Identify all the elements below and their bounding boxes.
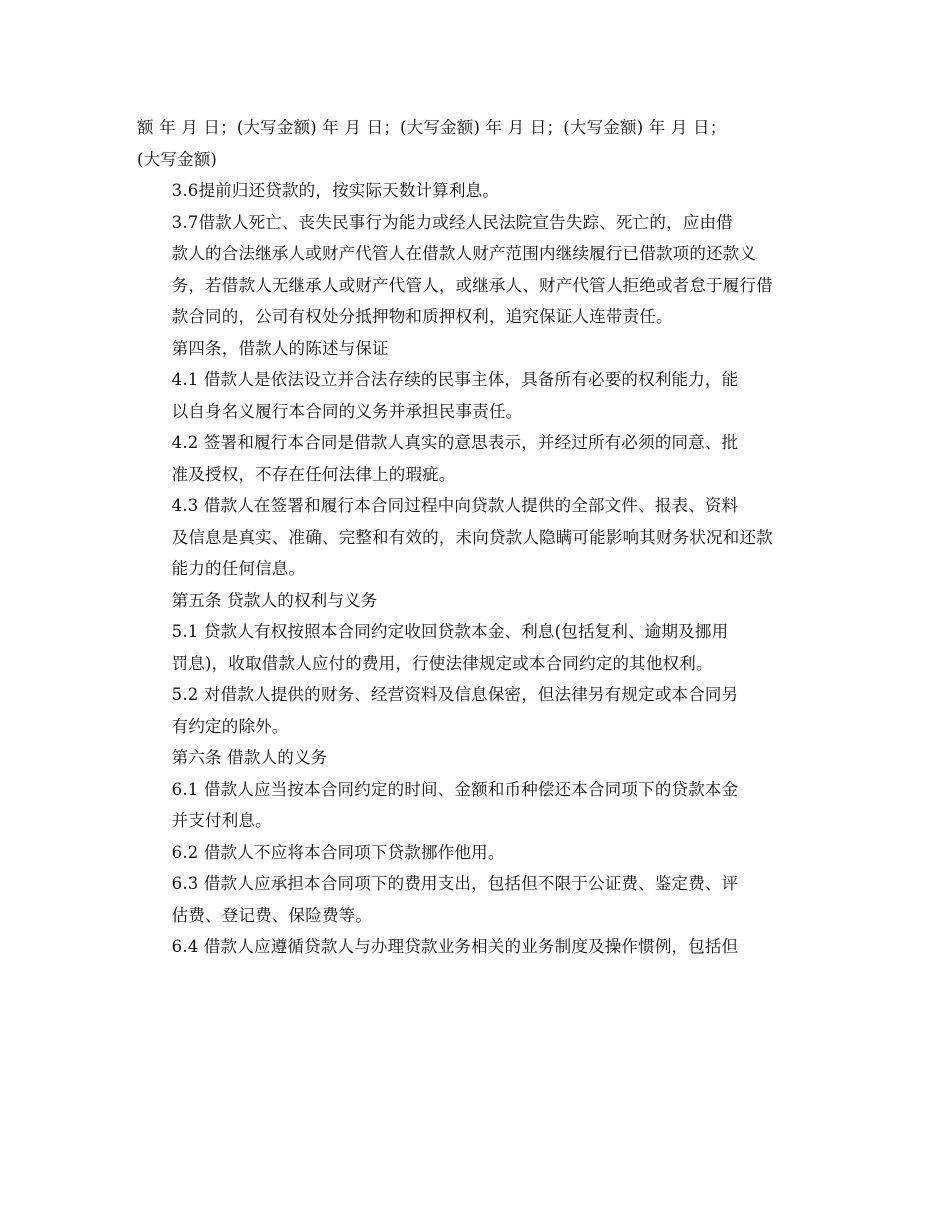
clause-6-2 [137, 837, 813, 869]
text-line: 第六条 借款人的义务 [171, 748, 328, 767]
article-5-heading [137, 585, 813, 617]
text-line: 4.2 签署和履行本合同是借款人真实的意思表示，并经过所有必须的同意、批 [171, 433, 739, 452]
text-line: 罚息)，收取借款人应付的费用，行使法律规定或本合同约定的其他权利。 [171, 653, 713, 673]
text-line: 3.6提前归还贷款的，按实际天数计算利息。 [171, 181, 500, 200]
text-line: 4.3 借款人在签署和履行本合同过程中向贷款人提供的全部文件、报表、资料 [171, 496, 739, 515]
text-line: 6.3 借款人应承担本合同项下的费用支出，包括但不限于公证费、鉴定费、评 [171, 874, 739, 893]
clause-4-3 [137, 490, 813, 585]
text-line: 3.7借款人死亡、丧失民事行为能力或经人民法院宣告失踪、死亡的，应由借 [171, 212, 733, 232]
text-line: 6.2 借款人不应将本合同项下贷款挪作他用。 [171, 842, 505, 862]
article-6-heading [137, 742, 813, 774]
clause-4-1 [137, 364, 813, 427]
text-line: 6.1 借款人应当按本合同约定的时间、金额和币种偿还本合同项下的贷款本金 [171, 779, 739, 799]
clause-6-3 [137, 868, 813, 931]
text-line: 能力的任何信息。 [171, 559, 306, 578]
clause-5-2 [137, 679, 813, 742]
text-line: 以自身名义履行本合同的义务并承担民事责任。 [171, 401, 523, 421]
text-line: (大写金额) [137, 149, 218, 169]
document-page [137, 112, 813, 963]
paragraph-amount-continuation [137, 112, 813, 175]
text-line: 款合同的，公司有权处分抵押物和质押权利，追究保证人连带责任。 [171, 307, 673, 326]
text-line: 准及授权，不存在任何法律上的瑕疵。 [171, 464, 456, 484]
text-line: 有约定的除外。 [171, 716, 289, 736]
text-line: 款人的合法继承人或财产代管人在借款人财产范围内继续履行已借款项的还款义 [171, 244, 757, 263]
article-4-heading [137, 333, 813, 365]
text-line: 务，若借款人无继承人或财产代管人，或继承人、财产代管人拒绝或者怠于履行借 [171, 275, 773, 295]
text-line: 5.1 贷款人有权按照本合同约定收回贷款本金、利息(包括复利、逾期及挪用 [171, 622, 729, 641]
text-line: 估费、登记费、保险费等。 [171, 905, 373, 925]
clause-4-2 [137, 427, 813, 490]
clause-5-1 [137, 616, 813, 679]
text-line: 6.4 借款人应遵循贷款人与办理贷款业务相关的业务制度及操作惯例，包括但 [171, 937, 739, 956]
text-line: 额 年 月 日；(大写金额) 年 月 日；(大写金额) 年 月 日；(大写金额) 年 月 日； [137, 118, 727, 137]
text-line: 并支付利息。 [171, 811, 272, 830]
text-line: 及信息是真实、准确、完整和有效的，未向贷款人隐瞒可能影响其财务状况和还款 [171, 527, 773, 547]
text-line: 5.2 对借款人提供的财务、经营资料及信息保密，但法律另有规定或本合同另 [171, 685, 739, 704]
clause-6-4 [137, 931, 813, 963]
clause-3-6 [137, 175, 813, 207]
clause-3-7 [137, 207, 813, 333]
text-line: 第四条，借款人的陈述与保证 [171, 338, 389, 358]
clause-6-1 [137, 774, 813, 837]
text-line: 第五条 贷款人的权利与义务 [171, 590, 378, 610]
text-line: 4.1 借款人是依法设立并合法存续的民事主体，具备所有必要的权利能力，能 [171, 370, 739, 389]
